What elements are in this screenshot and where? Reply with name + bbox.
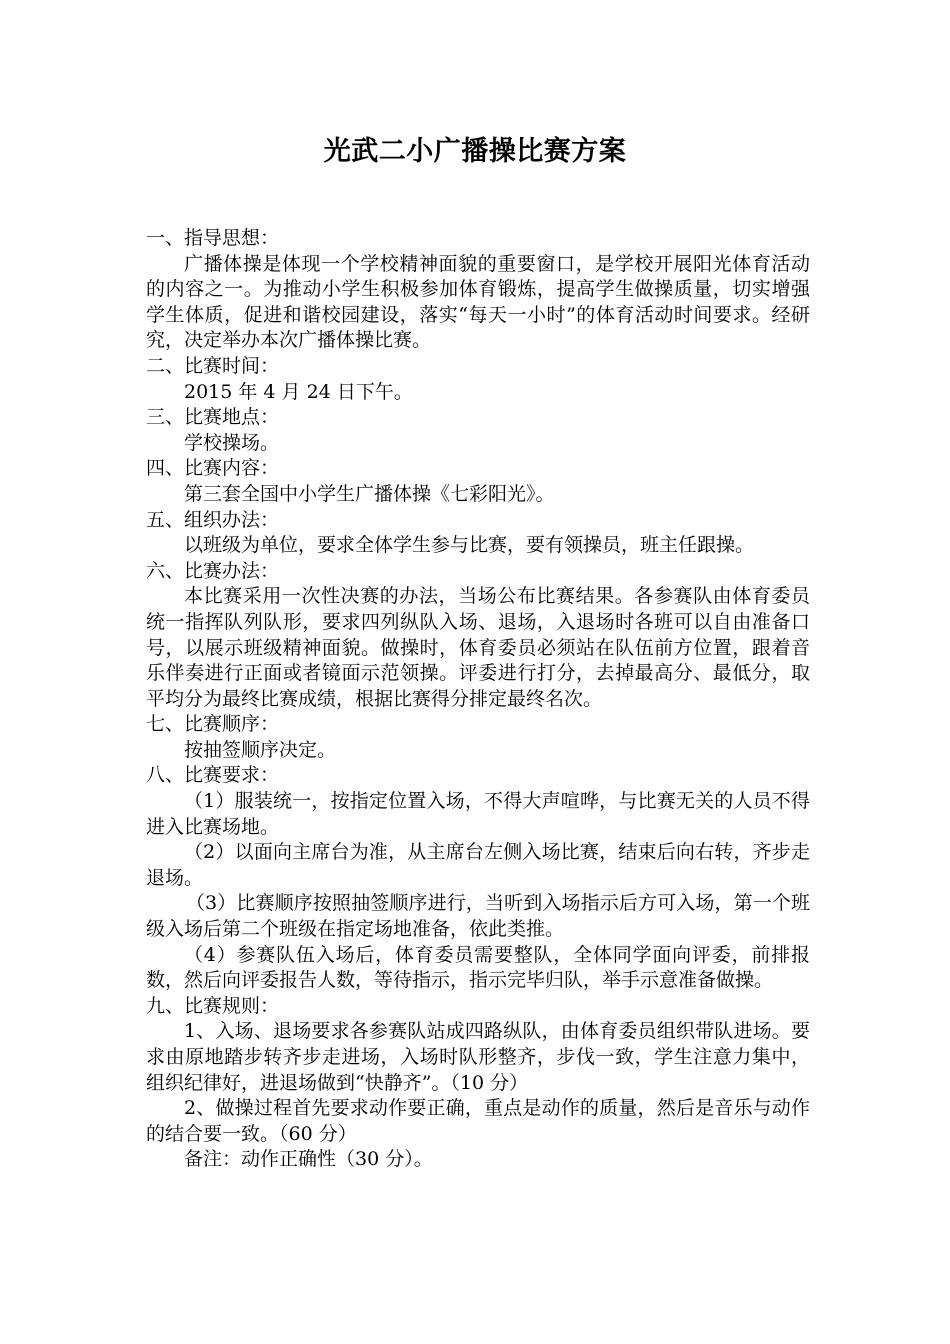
section-guiding-thought (146, 226, 810, 354)
requirement-item-2: （2）以面向主席台为准，从主席台左侧入场比赛，结束后向右转，齐步走退场。 (146, 841, 810, 889)
section-heading: 九、比赛规则： (146, 994, 280, 1017)
requirement-item-4: （4）参赛队伍入场后，体育委员需要整队，全体同学面向评委，前排报数，然后向评委报告人数，等待指示，指示完毕归队，举手示意准备做操。 (146, 943, 810, 992)
section-heading: 七、比赛顺序： (146, 713, 280, 736)
section-heading: 三、比赛地点： (146, 406, 280, 429)
section-paragraph: 按抽签顺序决定。 (184, 738, 337, 761)
section-heading: 二、比赛时间： (146, 354, 280, 377)
document-title: 光武二小广播操比赛方案 (323, 136, 627, 167)
section-competition-rules (146, 994, 810, 1173)
section-paragraph: 第三套全国中小学生广播体操《七彩阳光》。 (184, 482, 555, 505)
requirement-item-3: （3）比赛顺序按照抽签顺序进行，当听到入场指示后方可入场，第一个班级入场后第二个班级在指定场地准备，依此类推。 (146, 892, 810, 941)
section-paragraph: 以班级为单位，要求全体学生参与比赛，要有领操员，班主任跟操。 (184, 534, 755, 557)
section-competition-time (146, 354, 810, 405)
section-heading: 一、指导思想： (146, 227, 280, 249)
section-competition-method (146, 559, 810, 713)
requirement-item-1: （1）服装统一，按指定位置入场，不得大声喧哗，与比赛无关的人员不得进入比赛场地。 (146, 790, 810, 838)
document-body (146, 226, 810, 1173)
section-heading: 五、组织办法： (146, 508, 280, 531)
rule-note: 备注：动作正确性（30 分）。 (184, 1148, 433, 1171)
section-organization-method (146, 508, 810, 559)
section-heading: 六、比赛办法： (146, 559, 280, 582)
section-heading: 八、比赛要求： (146, 764, 280, 787)
section-paragraph: 2015 年 4 月 24 日下午。 (184, 380, 413, 403)
section-paragraph: 本比赛采用一次性决赛的办法，当场公布比赛结果。各参赛队由体育委员统一指挥队列队形，要求四列纵队入场、退场，入退场时各班可以自由准备口号，以展示班级精神面貌。做操时，体育委员必须站在队伍前方位置，跟着音乐伴奏进行正面或者镜面示范领操。评委进行打分，去掉最高分、最低分，取平均分为最终比赛成绩，根据比赛得分排定最终名次。 (146, 585, 810, 710)
section-heading: 四、比赛内容： (146, 457, 280, 480)
section-paragraph: 广播体操是体现一个学校精神面貌的重要窗口，是学校开展阳光体育活动的内容之一。为推动小学生积极参加体育锻炼，提高学生做操质量，切实增强学生体质，促进和谐校园建设，落实“每天一小时”的体育活动时间要求。经研究，决定举办本次广播体操比赛。 (146, 252, 810, 352)
section-paragraph: 学校操场。 (184, 431, 280, 454)
section-competition-content (146, 456, 810, 507)
rule-item-1: 1、入场、退场要求各参赛队站成四路纵队，由体育委员组织带队进场。要求由原地踏步转齐步走进场，入场时队形整齐，步伐一致，学生注意力集中，组织纪律好，进退场做到“快静齐”。（10 分） (146, 1020, 810, 1094)
section-competition-order (146, 712, 810, 763)
rule-item-2: 2、做操过程首先要求动作要正确，重点是动作的质量，然后是音乐与动作的结合要一致。（60 分） (146, 1097, 810, 1145)
section-competition-requirements (146, 763, 810, 993)
section-competition-location (146, 405, 810, 456)
